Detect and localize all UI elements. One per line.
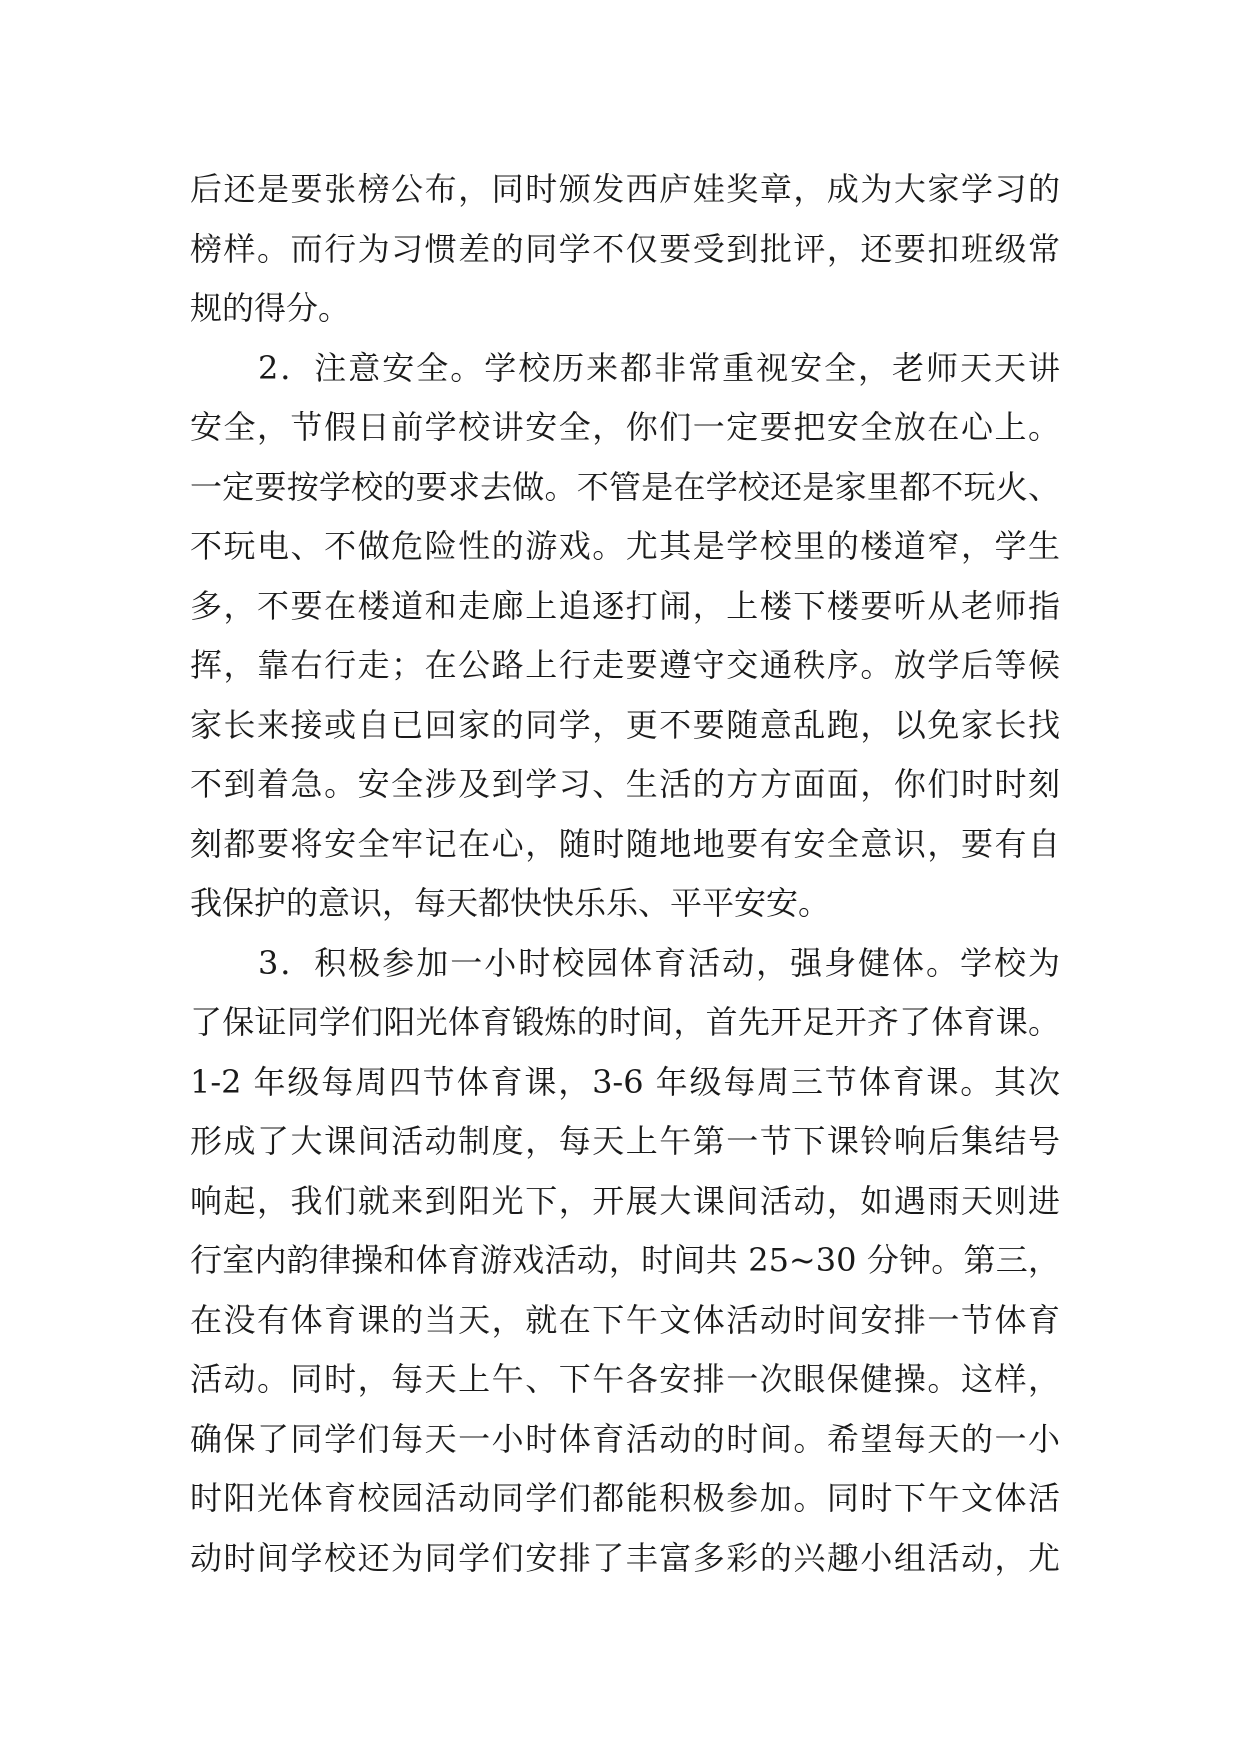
text-line: 响起，我们就来到阳光下，开展大课间活动，如遇雨天则进 [190, 1181, 1060, 1220]
text-line: 了保证同学们阳光体育锻炼的时间，首先开足开齐了体育课。 [190, 1003, 1060, 1041]
text-line: 不到着急。安全涉及到学习、生活的方方面面，你们时时刻 [190, 765, 1060, 803]
text-line: 一定要按学校的要求去做。不管是在学校还是家里都不玩火、 [190, 467, 1060, 506]
text-line: 挥，靠右行走；在公路上行走要遵守交通秩序。放学后等候 [190, 646, 1060, 684]
text-line: 安全，节假日前学校讲安全，你们一定要把安全放在心上。 [190, 408, 1060, 446]
text-line: 不玩电、不做危险性的游戏。尤其是学校里的楼道窄，学生 [190, 527, 1060, 565]
text-line: 时阳光体育校园活动同学们都能积极参加。同时下午文体活 [190, 1479, 1060, 1517]
text-line: 多，不要在楼道和走廊上追逐打闹，上楼下楼要听从老师指 [190, 586, 1060, 625]
body-text [190, 160, 1060, 1588]
text-line: 3．积极参加一小时校园体育活动，强身健体。学校为 [190, 943, 1060, 982]
text-line: 确保了同学们每天一小时体育活动的时间。希望每天的一小 [190, 1419, 1060, 1458]
text-line: 家长来接或自已回家的同学，更不要随意乱跑，以免家长找 [190, 705, 1060, 744]
text-line: 2．注意安全。学校历来都非常重视安全，老师天天讲 [190, 348, 1060, 387]
text-line: 活动。同时，每天上午、下午各安排一次眼保健操。这样， [190, 1360, 1060, 1398]
text-line: 榜样。而行为习惯差的同学不仅要受到批评，还要扣班级常 [190, 229, 1060, 268]
text-line: 1-2 年级每周四节体育课，3-6 年级每周三节体育课。其次 [190, 1062, 1060, 1101]
text-line: 我保护的意识，每天都快快乐乐、平平安安。 [190, 884, 831, 922]
text-line: 行室内韵律操和体育游戏活动，时间共 25~30 分钟。第三， [190, 1241, 1060, 1279]
text-line: 刻都要将安全牢记在心，随时随地地要有安全意识，要有自 [190, 824, 1060, 863]
text-line: 形成了大课间活动制度，每天上午第一节下课铃响后集结号 [190, 1122, 1060, 1160]
text-line: 后还是要张榜公布，同时颁发西庐娃奖章，成为大家学习的 [190, 170, 1060, 208]
text-line: 规的得分。 [190, 289, 351, 327]
text-line: 在没有体育课的当天，就在下午文体活动时间安排一节体育 [190, 1300, 1060, 1339]
text-line: 动时间学校还为同学们安排了丰富多彩的兴趣小组活动，尤 [190, 1538, 1060, 1577]
